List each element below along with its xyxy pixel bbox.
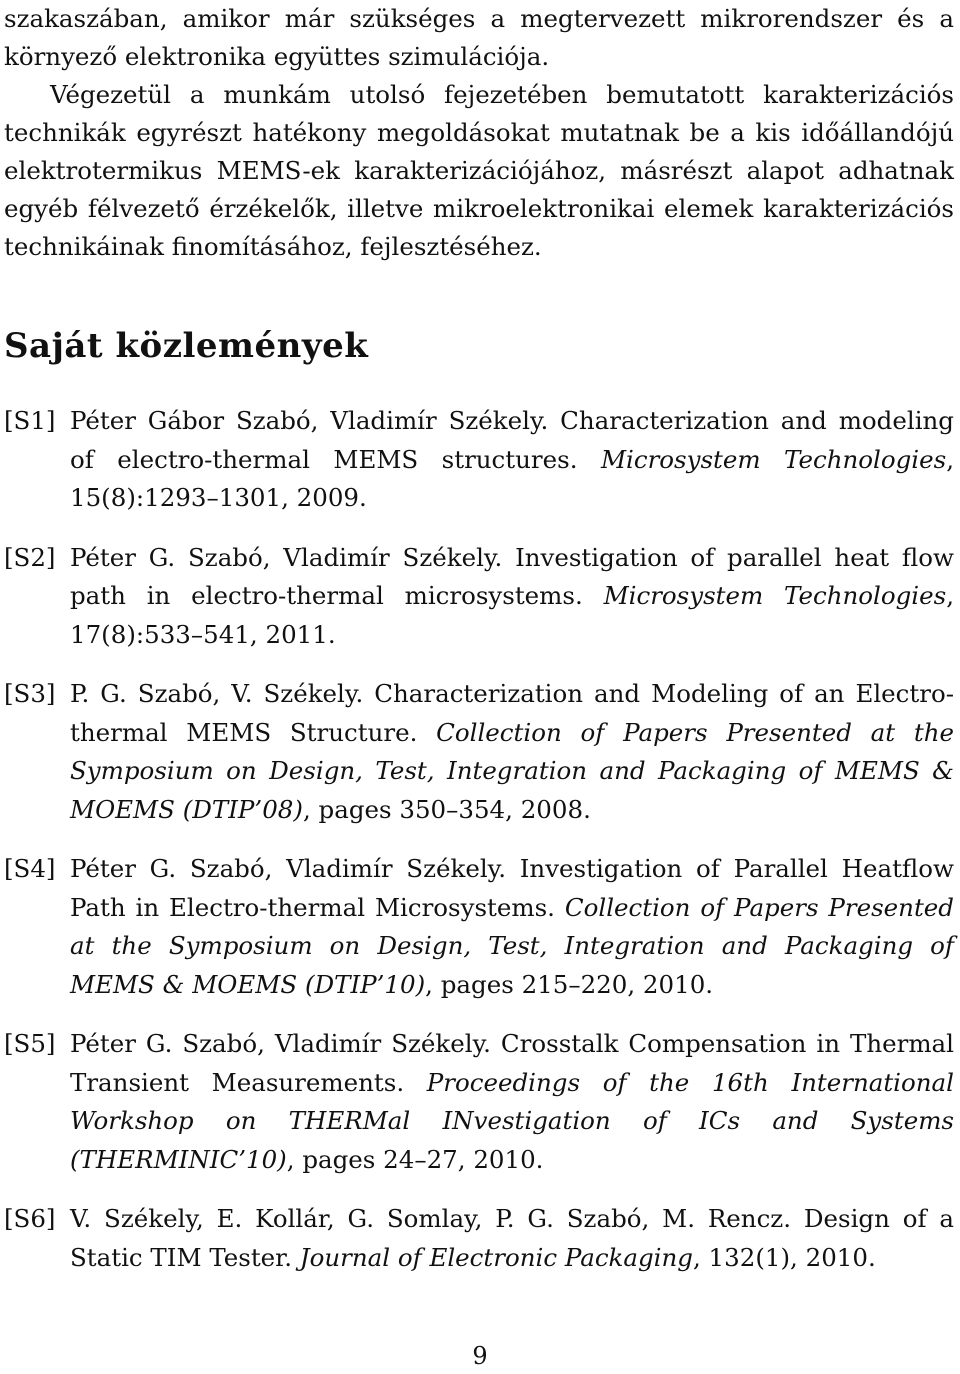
reference-venue: Microsystem Technologies xyxy=(603,581,947,610)
reference-body xyxy=(70,402,954,518)
reference-details: , pages 215–220, 2010. xyxy=(425,969,714,999)
section-title: Saját közlemények xyxy=(4,326,369,366)
reference-list xyxy=(4,402,954,1298)
intro-text xyxy=(4,0,954,266)
reference-label: [S2] xyxy=(4,542,56,572)
reference-label: [S3] xyxy=(4,679,56,708)
reference-body xyxy=(70,539,954,655)
reference-venue: Collection of Papers Presented at the Symposium on Design, Test, Integration and Packaging of MEMS & MOEMS (DTIP’10) xyxy=(70,892,954,999)
reference-item xyxy=(4,1200,954,1277)
reference-item xyxy=(4,402,954,518)
reference-venue: Journal of Electronic Packaging xyxy=(299,1242,693,1272)
reference-body xyxy=(70,675,954,829)
reference-venue: Collection of Papers Presented at the Symposium on Design, Test, Integration and Packaging of MEMS & MOEMS (DTIP’08) xyxy=(70,717,955,824)
reference-details: , pages 350–354, 2008. xyxy=(302,794,591,824)
reference-label: [S1] xyxy=(4,406,56,435)
reference-details: , 15(8):1293–1301, 2009. xyxy=(70,444,954,512)
reference-body xyxy=(70,1200,954,1277)
reference-authors-title: Péter G. Szabó, Vladimír Székely. Investigation of parallel heat flow path in electro-thermal microsystems. xyxy=(70,542,954,610)
reference-venue: Microsystem Technologies xyxy=(600,444,947,474)
reference-details: , pages 24–27, 2010. xyxy=(286,1144,544,1174)
reference-authors-title: Péter G. Szabó, Vladimír Székely. Investigation of Parallel Heatflow Path in Electro-thermal Microsystems. xyxy=(70,854,954,922)
intro-paragraph-1: szakaszában, amikor már szükséges a megtervezett mikrorendszer és a környező elektronika együttes szimulációja. xyxy=(4,4,954,71)
reference-authors-title: P. G. Szabó, V. Székely. Characterization and Modeling of an Electro-thermal MEMS Structure. xyxy=(70,679,954,747)
reference-authors-title: Péter Gábor Szabó, Vladimír Székely. Characterization and modeling of electro-thermal MEMS structures. xyxy=(70,406,954,474)
reference-venue: Proceedings of the 16th International Workshop on THERMal INvestigation of ICs and Systems (THERMINIC’10) xyxy=(70,1067,954,1174)
reference-body xyxy=(70,1025,954,1179)
reference-label: [S5] xyxy=(4,1029,56,1058)
reference-authors-title: Péter G. Szabó, Vladimír Székely. Crosstalk Compensation in Thermal Transient Measurements. xyxy=(70,1029,954,1097)
reference-body xyxy=(70,850,954,1004)
page-number: 9 xyxy=(472,1342,488,1370)
reference-details: , 132(1), 2010. xyxy=(692,1242,876,1272)
reference-item xyxy=(4,539,954,655)
reference-label: [S6] xyxy=(4,1204,56,1233)
reference-item xyxy=(4,850,954,1004)
intro-paragraph-2: Végezetül a munkám utolsó fejezetében bemutatott karakterizációs technikák egyrészt hatékony megoldásokat mutatnak be a kis időállandójú elektrotermikus MEMS-ek karakterizációjához, másrészt alapot adhatnak egyéb félvezető érzékelők, illetve mikroelektronikai elemek karakterizációs technikáinak finomításához, fejlesztéséhez. xyxy=(4,80,954,261)
reference-authors-title: V. Székely, E. Kollár, G. Somlay, P. G. Szabó, M. Rencz. Design of a Static TIM Tester. xyxy=(70,1204,954,1272)
reference-item xyxy=(4,1025,954,1179)
reference-item xyxy=(4,675,954,829)
reference-details: , 17(8):533–541, 2011. xyxy=(70,581,954,649)
reference-label: [S4] xyxy=(4,854,56,883)
